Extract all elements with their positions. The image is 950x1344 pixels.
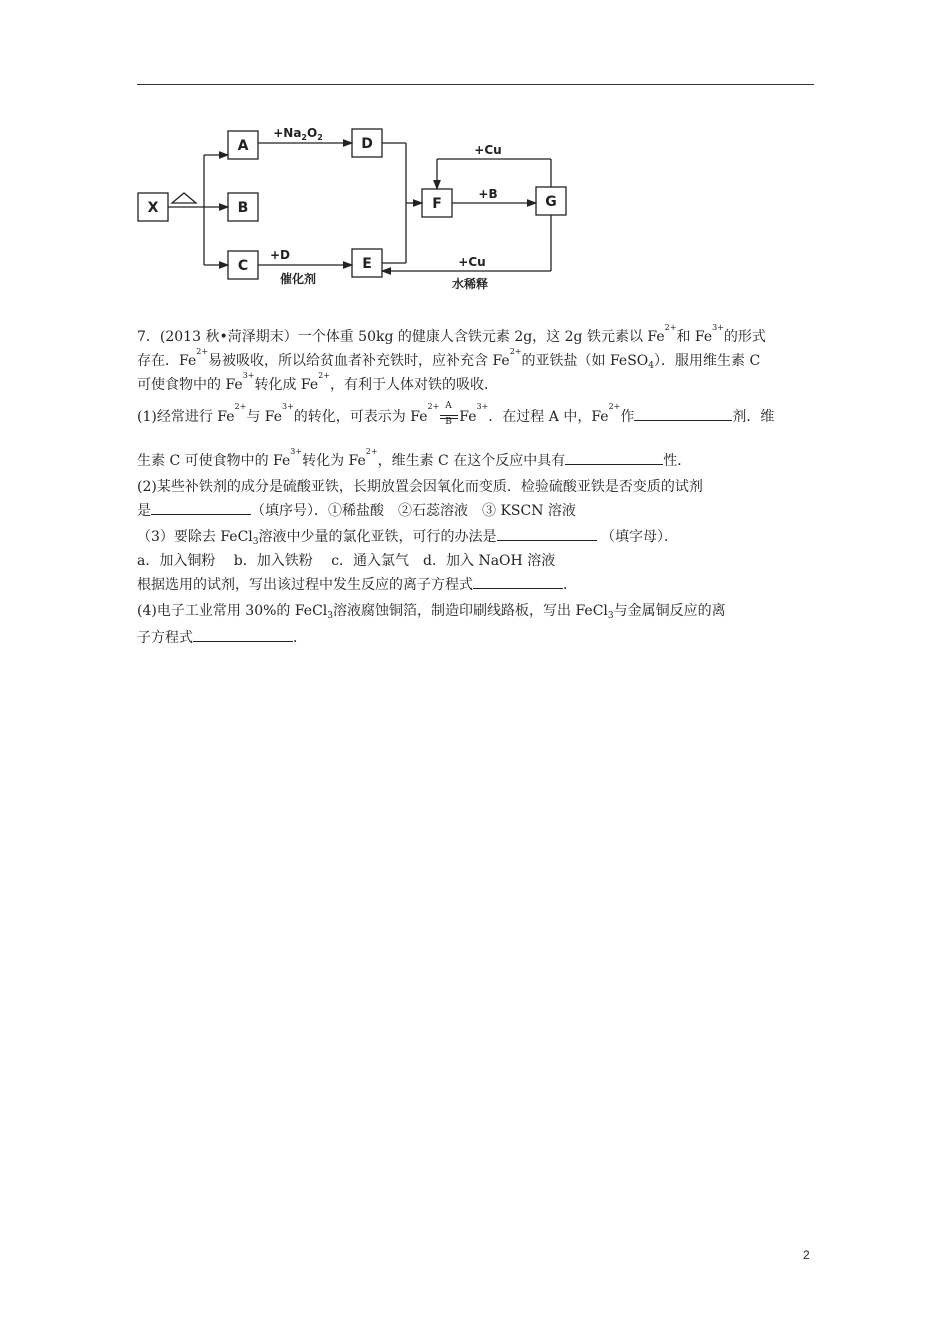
question-intro-line-3: 可使食物中的 $Fe^{3+}$转化成 $Fe^{2+}$，有利于人体对铁的吸收．	[137, 371, 498, 393]
label-na2o2: $+Na_2O_2$	[273, 126, 323, 142]
label-plus-d: +D	[269, 248, 291, 262]
node-b-label: B	[237, 200, 249, 216]
node-c-label: C	[237, 258, 249, 274]
part-1-line-1: (1)经常进行 $Fe^{2+}$与 $Fe^{3+}$的转化，可表示为 $Fe^{2+}$ $\frac{A}{B}$ $Fe^{3+}$．在过程 A 中，$Fe^{2+}$作 剂．维	[137, 401, 775, 427]
reaction-flow-diagram	[130, 115, 590, 295]
answer-blank-6[interactable]	[193, 627, 293, 642]
header-rule	[137, 84, 814, 85]
answer-blank-1[interactable]	[634, 406, 732, 421]
label-catalyst: 催化剂	[279, 272, 317, 286]
question-intro-line-2: 存在．$Fe^{2+}$易被吸收，所以给贫血者补充铁时，应补充含 $Fe^{2+}$的亚铁盐（如 FeSO$_4$）．服用维生素 C	[137, 347, 761, 371]
part-2-line-2: 是 （填序号）．①稀盐酸 ②石蕊溶液 ③ KSCN 溶液	[137, 500, 576, 520]
node-a-label: A	[237, 138, 249, 154]
part-3-line-3: 根据选用的试剂，写出该过程中发生反应的离子方程式 ．	[137, 574, 577, 594]
node-e-label: E	[362, 256, 372, 272]
part-4-line-1: (4)电子工业常用 30%的 FeCl$_3$溶液腐蚀铜箔，制造印刷线路板，写出 FeCl$_3$与金属铜反应的离	[137, 603, 726, 621]
node-g-label: G	[545, 194, 557, 210]
part-4-line-2: 子方程式 ．	[137, 627, 307, 647]
question-intro-line-1: 7．(2013 秋•菏泽期末）一个体重 50kg 的健康人含铁元素 2g，这 2g 铁元素以 $Fe^{2+}$和 $Fe^{3+}$的形式	[137, 323, 766, 345]
part-1-line-2: 生素 C 可使食物中的 $Fe^{3+}$转化为 $Fe^{2+}$，维生素 C 在这个反应中具有 性．	[137, 447, 692, 469]
answer-blank-3[interactable]	[151, 500, 251, 515]
part-3-options: a．加入铜粉 b．加入铁粉 c．通入氯气 d．加入 NaOH 溶液	[137, 553, 556, 569]
label-plus-cu-bottom: +Cu	[458, 255, 486, 269]
answer-blank-4[interactable]	[497, 526, 597, 541]
label-plus-cu-top: +Cu	[474, 143, 502, 157]
part-3-line-1: （3）要除去 FeCl$_3$溶液中少量的氯化亚铁，可行的办法是 （填字母）．	[137, 526, 678, 546]
node-x-label: X	[147, 200, 159, 216]
page-number: 2	[803, 1248, 810, 1262]
answer-blank-5[interactable]	[473, 574, 563, 589]
node-d-label: D	[361, 136, 373, 152]
answer-blank-2[interactable]	[565, 450, 663, 465]
node-f-label: F	[432, 196, 442, 212]
label-water-dilute: 水稀释	[451, 277, 489, 291]
equilibrium-arrow-icon: $\frac{A}{B}$	[439, 405, 459, 429]
label-plus-b: +B	[478, 187, 498, 201]
part-2-line-1: (2)某些补铁剂的成分是硫酸亚铁，长期放置会因氧化而变质．检验硫酸亚铁是否变质的试剂	[137, 479, 703, 495]
